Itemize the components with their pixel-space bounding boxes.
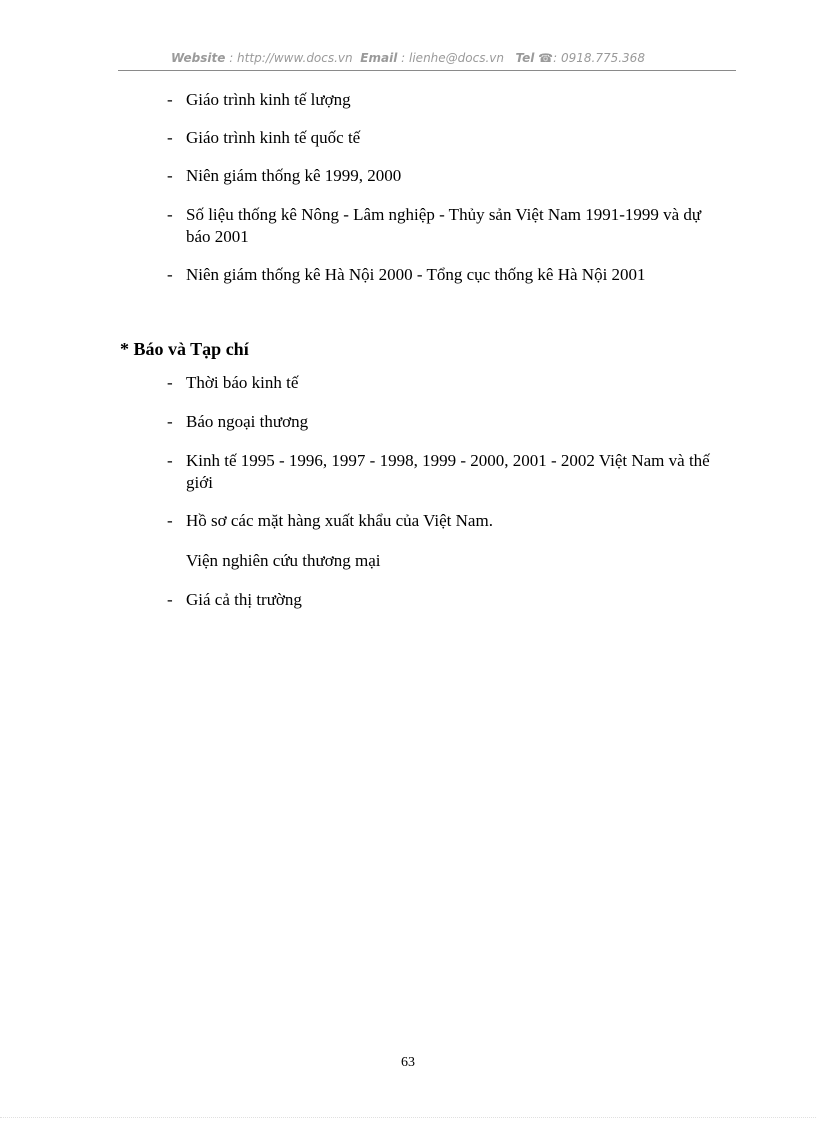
list-item-text: Thời báo kinh tế (186, 373, 299, 392)
list-item-text: Hồ sơ các mặt hàng xuất khẩu của Việt Nam. (186, 511, 493, 530)
footer-divider (0, 1117, 816, 1118)
list-item (167, 589, 737, 611)
bullet-dash: - (167, 451, 173, 470)
bullet-dash: - (167, 511, 173, 530)
list-item (167, 411, 737, 433)
bullet-dash: - (167, 373, 173, 392)
list-item-text: Giá cả thị trường (186, 590, 302, 609)
list-item (167, 264, 737, 286)
list-item-text: Niên giám thống kê Hà Nội 2000 - Tổng cục thống kê Hà Nội 2001 (186, 265, 646, 284)
email-value: : lienhe@docs.vn (401, 51, 504, 65)
list-item (167, 89, 737, 111)
list-item-text: Kinh tế 1995 - 1996, 1997 - 1998, 1999 - 2000, 2001 - 2002 Việt Nam và thế giới (186, 451, 710, 492)
section-title: * Báo và Tạp chí (120, 339, 249, 359)
list-item-text: Báo ngoại thương (186, 412, 309, 431)
list-item (167, 204, 712, 248)
institute-line: Viện nghiên cứu thương mại (186, 551, 381, 570)
email-label: Email (360, 51, 398, 65)
list-item (167, 372, 737, 394)
bullet-dash: - (167, 166, 173, 185)
website-label: Website (171, 51, 226, 65)
bullet-dash: - (167, 128, 173, 147)
list-item (167, 127, 737, 149)
list-item-text: Số liệu thống kê Nông - Lâm nghiệp - Thủy sản Việt Nam 1991-1999 và dự báo 2001 (186, 205, 702, 246)
header-divider (118, 70, 736, 71)
list-item (167, 450, 732, 494)
tel-value: ☎: 0918.775.368 (538, 51, 645, 65)
page-header (0, 51, 816, 65)
list-item-text: Giáo trình kinh tế quốc tế (186, 128, 361, 147)
list-item (167, 510, 737, 532)
bullet-dash: - (167, 265, 173, 284)
list-item-text: Niên giám thống kê 1999, 2000 (186, 166, 402, 185)
bullet-dash: - (167, 412, 173, 431)
bullet-dash: - (167, 90, 173, 109)
bullet-dash: - (167, 590, 173, 609)
list-item (167, 165, 737, 187)
bullet-dash: - (167, 205, 173, 224)
page-number: 63 (401, 1055, 415, 1070)
tel-label: Tel (515, 51, 535, 65)
website-value: : http://www.docs.vn (229, 51, 353, 65)
list-item-text: Giáo trình kinh tế lượng (186, 90, 351, 109)
